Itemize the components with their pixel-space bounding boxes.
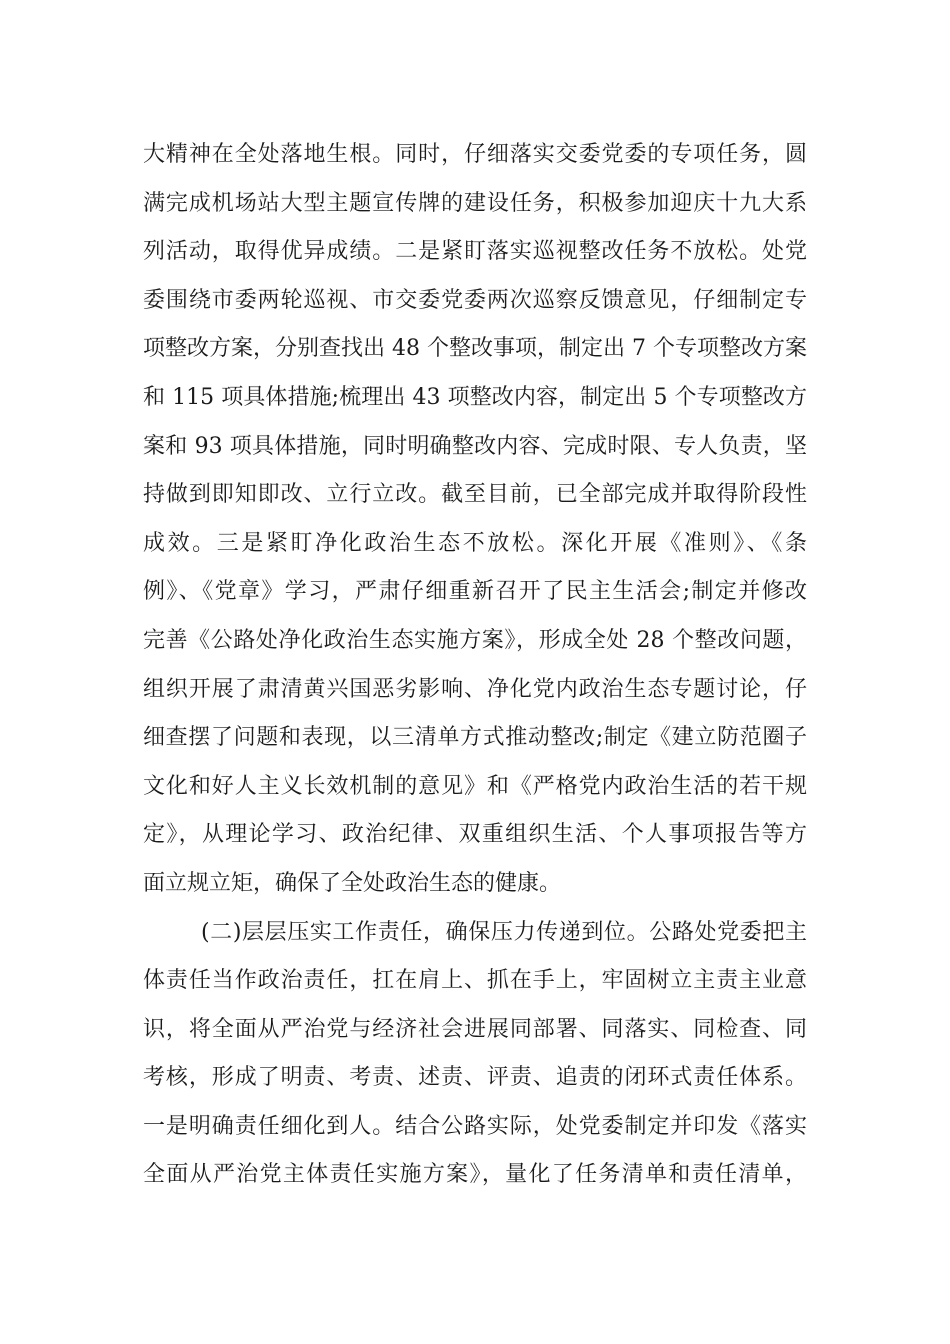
document-body [143, 131, 807, 1200]
text-line: 全面从严治党主体责任实施方案》，量化了任务清单和责任清单， [143, 1162, 807, 1188]
text-line: 持做到即知即改、立行立改。截至目前，已全部完成并取得阶段性 [143, 482, 807, 508]
text-line: 细查摆了问题和表现，以三清单方式推动整改;制定《建立防范圈子 [143, 725, 807, 751]
text-line: 委围绕市委两轮巡视、市交委党委两次巡察反馈意见，仔细制定专 [143, 287, 807, 313]
text-line: 列活动，取得优异成绩。二是紧盯落实巡视整改任务不放松。处党 [143, 239, 807, 265]
text-line: 项整改方案，分别查找出 48 个整改事项，制定出 7 个专项整改方案 [143, 336, 807, 362]
text-line: 成效。三是紧盯净化政治生态不放松。深化开展《准则》、《条 [143, 530, 807, 556]
text-line: 定》，从理论学习、政治纪律、双重组织生活、个人事项报告等方 [143, 822, 807, 848]
paragraph-2 [143, 909, 807, 1201]
text-line: (二)层层压实工作责任，确保压力传递到位。公路处党委把主 [201, 919, 807, 945]
text-line: 考核，形成了明责、考责、述责、评责、追责的闭环式责任体系。 [143, 1065, 807, 1091]
paragraph-1 [143, 131, 807, 909]
text-line: 案和 93 项具体措施，同时明确整改内容、完成时限、专人负责，坚 [143, 433, 807, 459]
text-line: 组织开展了肃清黄兴国恶劣影响、净化党内政治生态专题讨论，仔 [143, 676, 807, 702]
text-line: 大精神在全处落地生根。同时，仔细落实交委党委的专项任务，圆 [143, 142, 807, 167]
text-line: 完善《公路处净化政治生态实施方案》，形成全处 28 个整改问题， [143, 627, 807, 653]
text-line: 例》、《党章》学习，严肃仔细重新召开了民主生活会;制定并修改 [143, 579, 807, 605]
text-line: 一是明确责任细化到人。结合公路实际，处党委制定并印发《落实 [143, 1113, 807, 1139]
text-line: 满完成机场站大型主题宣传牌的建设任务，积极参加迎庆十九大系 [143, 190, 807, 216]
text-line: 识，将全面从严治党与经济社会进展同部署、同落实、同检查、同 [143, 1016, 807, 1042]
text-line: 面立规立矩，确保了全处政治生态的健康。 [143, 870, 562, 896]
text-line: 和 115 项具体措施;梳理出 43 项整改内容，制定出 5 个专项整改方 [143, 384, 807, 410]
text-line: 体责任当作政治责任，扛在肩上、抓在手上，牢固树立主责主业意 [143, 968, 807, 994]
text-line: 文化和好人主义长效机制的意见》和《严格党内政治生活的若干规 [143, 773, 807, 799]
